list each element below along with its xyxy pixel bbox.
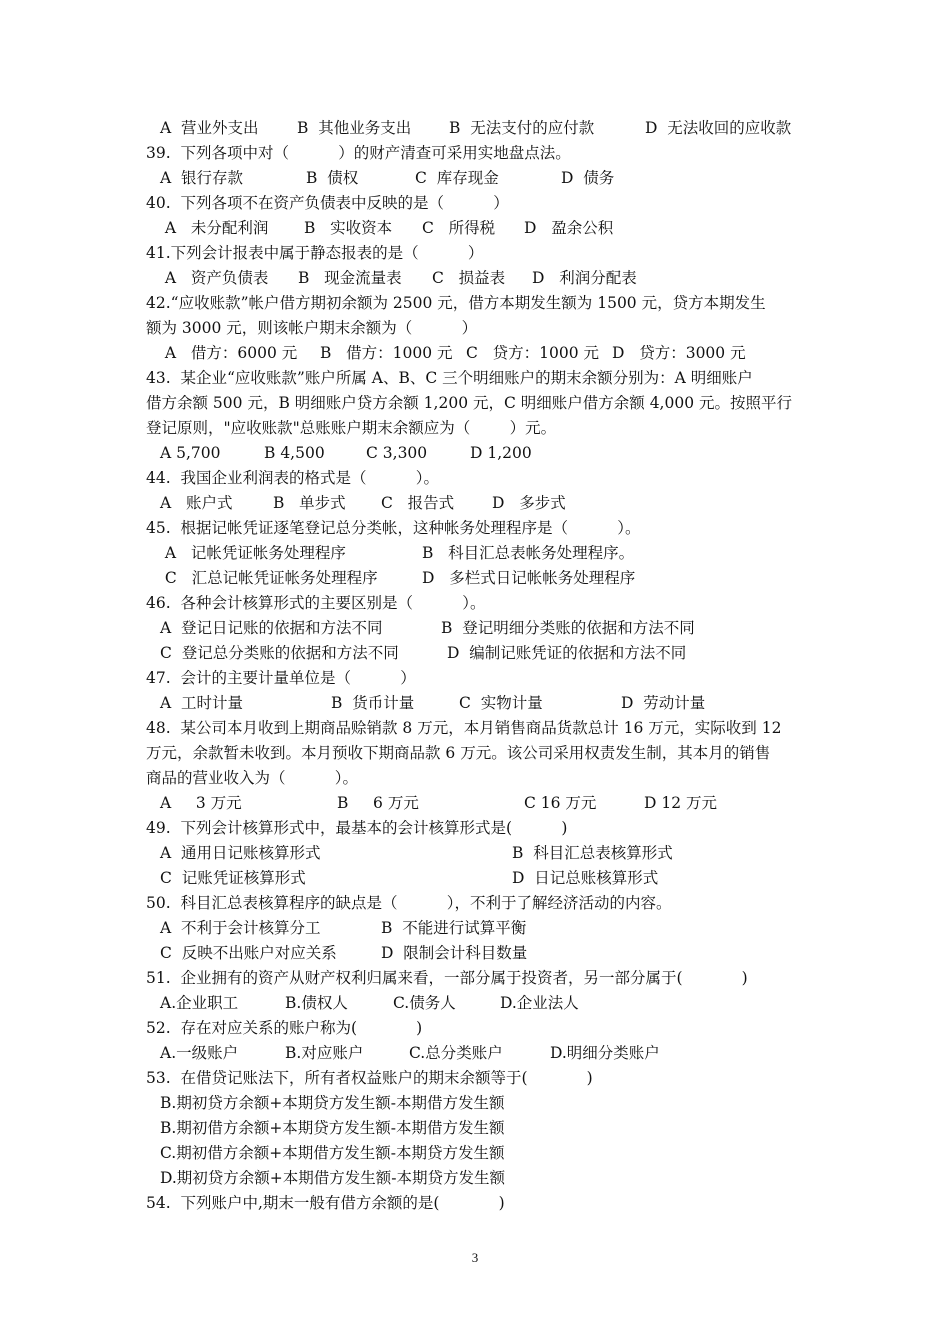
option-text: C 报告式 xyxy=(381,494,455,512)
option-text: A 银行存款 xyxy=(160,169,244,187)
option-text: B.对应账户 xyxy=(285,1044,364,1062)
option-text: D.企业法人 xyxy=(500,994,579,1012)
option-text: A 工时计量 xyxy=(160,694,244,712)
option-text: D.期初贷方余额+本期借方发生额-本期贷方发生额 xyxy=(160,1169,506,1187)
option-text: D 贷方：3000 元 xyxy=(612,344,746,362)
option-text: B 科目汇总表帐务处理程序。 xyxy=(422,544,635,562)
option-text: B 实收资本 xyxy=(304,219,393,237)
option-text: A 资产负债表 xyxy=(160,269,269,287)
question-text: 45. 根据记帐凭证逐笔登记总分类帐，这种帐务处理程序是（ ）。 xyxy=(146,519,641,537)
question-text: 39. 下列各项中对（ ）的财产清查可采用实地盘点法。 xyxy=(146,144,571,162)
option-text: C 记账凭证核算形式 xyxy=(160,869,306,887)
page-number: 3 xyxy=(471,1250,479,1265)
option-text: B.债权人 xyxy=(285,994,348,1012)
option-text: C 库存现金 xyxy=(415,169,499,187)
question-text: 额为 3000 元，则该帐户期末余额为（ ） xyxy=(146,319,478,337)
option-text: B 无法支付的应付款 xyxy=(449,119,595,137)
question-text: 54. 下列账户中,期末一般有借方余额的是( ) xyxy=(146,1194,505,1212)
option-text: B 登记明细分类账的依据和方法不同 xyxy=(441,619,695,637)
option-text: A 5,700 xyxy=(160,444,221,462)
option-text: D 多栏式日记帐帐务处理程序 xyxy=(422,569,636,587)
option-text: C.债务人 xyxy=(393,994,456,1012)
option-text: D 编制记账凭证的依据和方法不同 xyxy=(447,644,687,662)
option-text: D 劳动计量 xyxy=(621,694,706,712)
option-text: B 债权 xyxy=(306,169,359,187)
question-text: 商品的营业收入为（ ）。 xyxy=(146,769,359,787)
option-text: D 12 万元 xyxy=(644,794,718,812)
option-text: B 货币计量 xyxy=(331,694,415,712)
question-text: 万元，余款暂未收到。本月预收下期商品款 6 万元。该公司采用权责发生制，其本月的销售 xyxy=(146,744,771,762)
option-text: A 账户式 xyxy=(160,494,233,512)
option-text: B 单步式 xyxy=(273,494,346,512)
option-text: D 利润分配表 xyxy=(532,269,637,287)
option-text: A.一级账户 xyxy=(160,1044,239,1062)
option-text: A 3 万元 xyxy=(160,794,242,812)
option-text: A 借方：6000 元 xyxy=(160,344,298,362)
option-text: D 限制会计科目数量 xyxy=(381,944,528,962)
option-text: C 汇总记帐凭证帐务处理程序 xyxy=(160,569,378,587)
question-text: 49. 下列会计核算形式中，最基本的会计核算形式是( ) xyxy=(146,819,568,837)
question-text: 51. 企业拥有的资产从财产权利归属来看，一部分属于投资者，另一部分属于( ) xyxy=(146,969,748,987)
option-text: B 科目汇总表核算形式 xyxy=(512,844,673,862)
option-text: B 4,500 xyxy=(264,444,325,462)
option-text: B.期初借方余额+本期贷方发生额-本期借方发生额 xyxy=(160,1119,505,1137)
option-text: A 未分配利润 xyxy=(160,219,269,237)
option-text: B 借方：1000 元 xyxy=(320,344,453,362)
option-text: B 其他业务支出 xyxy=(297,119,412,137)
question-text: 50. 科目汇总表核算程序的缺点是（ ），不利于了解经济活动的内容。 xyxy=(146,894,672,912)
option-text: D 无法收回的应收款 xyxy=(645,119,792,137)
option-text: C 反映不出账户对应关系 xyxy=(160,944,337,962)
option-text: A 不利于会计核算分工 xyxy=(160,919,321,937)
option-text: D 多步式 xyxy=(492,494,566,512)
option-text: C.期初借方余额+本期借方发生额-本期贷方发生额 xyxy=(160,1144,505,1162)
option-text: B 6 万元 xyxy=(337,794,419,812)
option-text: A 登记日记账的依据和方法不同 xyxy=(160,619,383,637)
option-text: C 16 万元 xyxy=(524,794,597,812)
question-text: 47. 会计的主要计量单位是（ ） xyxy=(146,669,416,687)
option-text: C.总分类账户 xyxy=(409,1044,503,1062)
option-text: C 所得税 xyxy=(422,219,496,237)
option-text: C 登记总分类账的依据和方法不同 xyxy=(160,644,399,662)
option-text: D.明细分类账户 xyxy=(550,1044,660,1062)
question-text: 46. 各种会计核算形式的主要区别是（ ）。 xyxy=(146,594,486,612)
option-text: C 3,300 xyxy=(366,444,428,462)
question-text: 48. 某公司本月收到上期商品赊销款 8 万元，本月销售商品货款总计 16 万元，实际收到 12 xyxy=(146,719,782,737)
option-text: A 通用日记账核算形式 xyxy=(160,844,321,862)
option-text: C 贷方：1000 元 xyxy=(466,344,600,362)
option-text: A.企业职工 xyxy=(160,994,239,1012)
option-text: B 不能进行试算平衡 xyxy=(381,919,527,937)
option-text: D 1,200 xyxy=(470,444,532,462)
option-text: C 损益表 xyxy=(432,269,506,287)
question-text: 52. 存在对应关系的账户称为( ) xyxy=(146,1019,423,1037)
question-text: 44. 我国企业利润表的格式是（ ）。 xyxy=(146,469,440,487)
question-text: 40. 下列各项不在资产负债表中反映的是（ ） xyxy=(146,194,509,212)
option-text: D 债务 xyxy=(561,169,615,187)
option-text: D 日记总账核算形式 xyxy=(512,869,659,887)
option-text: A 记帐凭证帐务处理程序 xyxy=(160,544,346,562)
question-text: 借方余额 500 元，B 明细账户贷方余额 1,200 元，C 明细账户借方余额 4,000 元。按照平行 xyxy=(146,394,792,412)
option-text: A 营业外支出 xyxy=(160,119,259,137)
question-text: 53. 在借贷记账法下，所有者权益账户的期末余额等于( ) xyxy=(146,1069,593,1087)
option-text: C 实物计量 xyxy=(459,694,543,712)
option-text: B 现金流量表 xyxy=(298,269,402,287)
question-text: 登记原则，"应收账款"总账账户期末余额应为（ ）元。 xyxy=(146,419,557,437)
question-text: 41.下列会计报表中属于静态报表的是（ ） xyxy=(146,244,484,262)
option-text: B.期初贷方余额+本期贷方发生额-本期借方发生额 xyxy=(160,1094,505,1112)
question-text: 43. 某企业“应收账款”账户所属 A、B、C 三个明细账户的期末余额分别为：A 明细账户 xyxy=(146,369,753,387)
question-text: 42.“应收账款”帐户借方期初余额为 2500 元，借方本期发生额为 1500 元，贷方本期发生 xyxy=(146,294,766,312)
option-text: D 盈余公积 xyxy=(524,219,614,237)
